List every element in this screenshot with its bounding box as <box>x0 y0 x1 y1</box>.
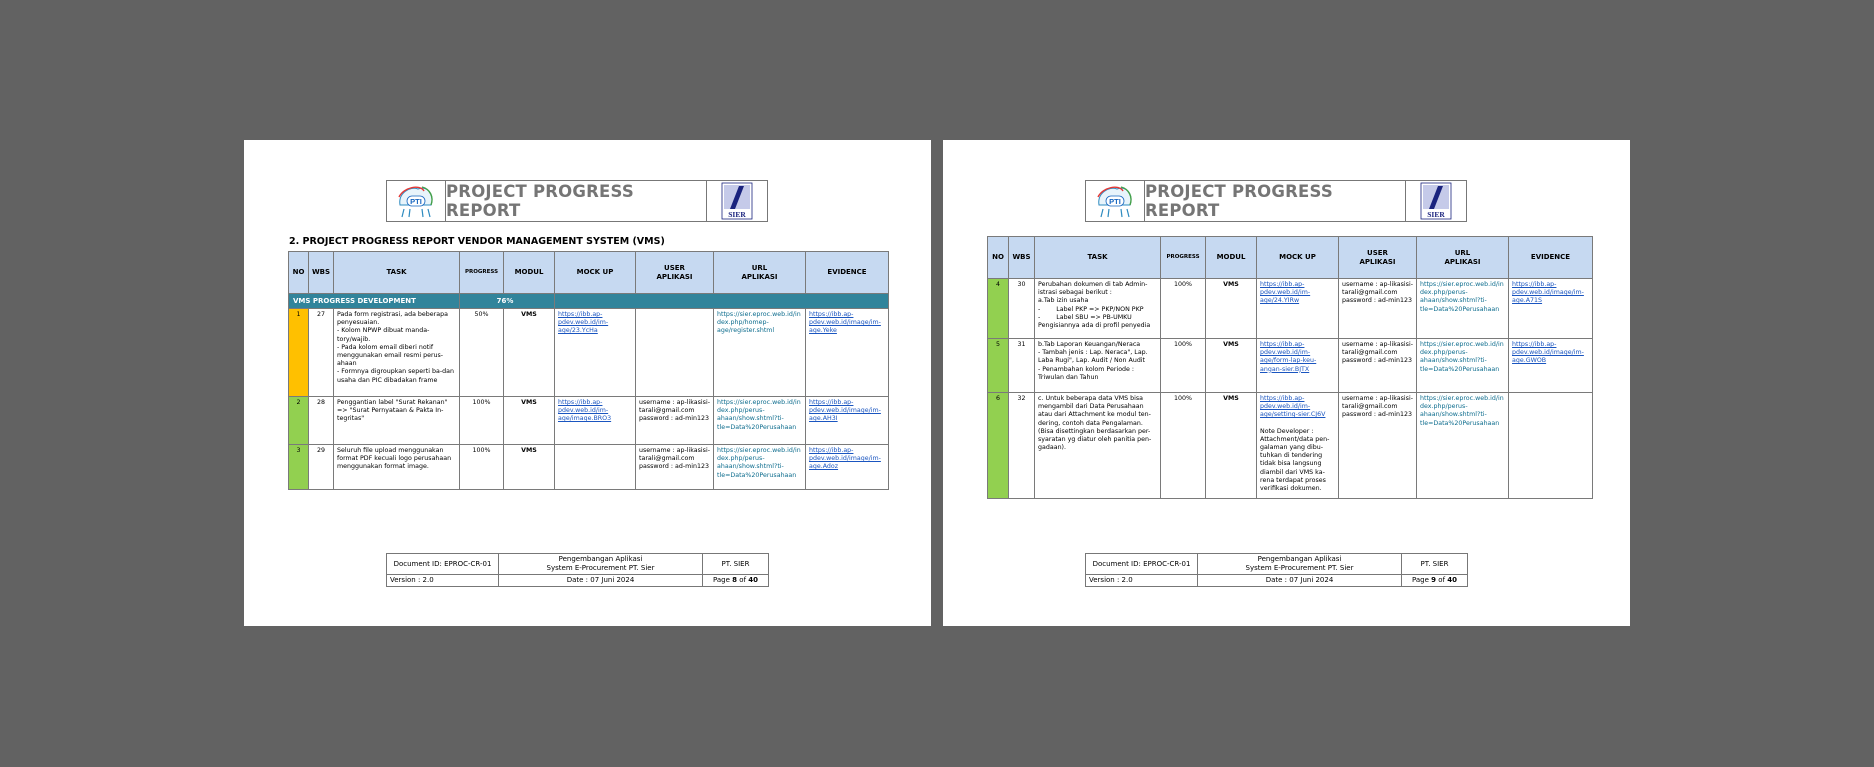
report-header <box>386 180 768 222</box>
task-line: a.Tab izin usaha <box>1038 297 1089 305</box>
group-row <box>289 294 889 309</box>
row-user: username : ap-likasisi-tarali@gmail.com password : ad-min123 <box>636 445 714 490</box>
col-header-progress: PROGRESS <box>1161 237 1206 279</box>
sier-logo-text: SIER <box>728 210 746 219</box>
row-evidence-cell <box>806 397 889 445</box>
col-header-modul: MODUL <box>1206 237 1257 279</box>
col-header-user-line2: APLIKASI <box>656 272 693 281</box>
mockup-link[interactable]: https://ibb.ap-pdev.web.id/im-age/setting-sier.CJ6V <box>1260 395 1326 419</box>
footer-date: Date : 07 Juni 2024 <box>499 575 703 587</box>
col-header-url-line1: URL <box>751 263 768 272</box>
row-no: 2 <box>289 397 309 445</box>
row-progress: 100% <box>1161 279 1206 339</box>
row-mockup-cell <box>1257 279 1339 339</box>
table-row <box>988 393 1593 499</box>
evidence-link[interactable]: https://ibb.ap-pdev.web.id/image/im-age.AH3I <box>809 399 881 423</box>
progress-table <box>987 236 1593 499</box>
row-evidence-cell <box>1509 393 1593 499</box>
evidence-link[interactable]: https://ibb.ap-pdev.web.id/image/im-age.A71S <box>1512 281 1584 305</box>
group-filler <box>555 294 889 309</box>
progress-table <box>288 251 889 490</box>
row-url: https://sier.eproc.web.id/index.php/perus-ahaan/show.shtml?ti-tle=Data%20Perusahaan <box>1417 393 1509 499</box>
task-line: - Pada kolom email diberi notif menggunakan email resmi perus-ahaan <box>337 343 444 368</box>
row-modul: VMS <box>504 445 555 490</box>
footer-project-line2: System E-Procurement PT. Sier <box>1245 564 1354 572</box>
report-title: PROJECT PROGRESS REPORT <box>1145 182 1333 220</box>
row-modul: VMS <box>1206 393 1257 499</box>
task-line: - Kolom NPWP dibuat manda-tory/wajib. <box>337 327 430 343</box>
footer-version: Version : 2.0 <box>1086 575 1198 587</box>
row-evidence-cell <box>806 309 889 397</box>
row-user: username : ap-likasisi-tarali@gmail.com password : ad-min123 <box>1339 339 1417 393</box>
task-line: - Penambahan kolom Periode : Triwulan dan Tahun <box>1038 365 1135 381</box>
footer-project-line1: Pengembangan Aplikasi <box>558 555 643 563</box>
col-header-modul: MODUL <box>504 252 555 294</box>
row-progress: 100% <box>1161 339 1206 393</box>
sier-logo-text: SIER <box>1427 210 1445 219</box>
row-evidence-cell <box>1509 339 1593 393</box>
row-wbs: 31 <box>1009 339 1035 393</box>
row-url: https://sier.eproc.web.id/index.php/perus-ahaan/show.shtml?ti-tle=Data%20Perusahaan <box>1417 279 1509 339</box>
row-mockup-cell <box>1257 393 1339 499</box>
task-line: b.Tab Laporan Keuangan/Neraca <box>1038 341 1141 348</box>
row-wbs: 32 <box>1009 393 1035 499</box>
footer-page-number <box>703 575 769 587</box>
pti-logo-text: PTI <box>410 197 422 206</box>
row-progress: 100% <box>1161 393 1206 499</box>
row-evidence-cell <box>1509 279 1593 339</box>
col-header-evidence: EVIDENCE <box>1509 237 1593 279</box>
row-url: https://sier.eproc.web.id/index.php/perus-ahaan/show.shtml?ti-tle=Data%20Perusahaan <box>714 445 806 490</box>
col-header-user-aplikasi <box>1339 237 1417 279</box>
row-modul: VMS <box>504 397 555 445</box>
sier-logo <box>1405 181 1466 221</box>
col-header-user-line1: USER <box>1367 248 1388 257</box>
table-header-row <box>289 252 889 294</box>
footer-page-number <box>1402 575 1468 587</box>
col-header-user-aplikasi <box>636 252 714 294</box>
row-wbs: 29 <box>309 445 334 490</box>
footer-page-prefix: Page <box>712 576 730 584</box>
mockup-link[interactable]: https://ibb.ap-pdev.web.id/im-age/image.BRO3 <box>558 399 612 423</box>
developer-note: Note Developer : Attachment/data pen-galaman yang dibu-tuhkan di tendering tidak bisa langsung diambil dari VMS ka-rena terdapat proses verifikasi dokumen. <box>1260 427 1330 493</box>
row-task <box>1035 393 1161 499</box>
row-progress: 100% <box>460 397 504 445</box>
mockup-link[interactable]: https://ibb.ap-pdev.web.id/im-age/24.YIRw <box>1260 281 1311 305</box>
document-page-9 <box>943 140 1630 626</box>
task-line: c. Untuk beberapa data VMS bisa mengambil dari Data Perusahaan atau dari Attachment ke modul ten-dering, contoh data Pengalaman. (Bisa disettingkan berdasarkan per-syaratan yg diatur oleh panitia pen-gadaan). <box>1038 395 1152 452</box>
table-row <box>289 309 889 397</box>
pti-logo <box>387 181 446 221</box>
footer-doc-id: Document ID: EPROC-CR-01 <box>387 554 499 575</box>
row-no: 5 <box>988 339 1009 393</box>
table-row <box>289 445 889 490</box>
col-header-user-line1: USER <box>664 263 685 272</box>
evidence-link[interactable]: https://ibb.ap-pdev.web.id/image/im-age.Yeke <box>809 311 881 335</box>
col-header-url-line2: APLIKASI <box>1444 257 1481 266</box>
evidence-link[interactable]: https://ibb.ap-pdev.web.id/image/im-age.GWOB <box>1512 341 1584 365</box>
footer-date: Date : 07 Juni 2024 <box>1198 575 1402 587</box>
table-header-row <box>988 237 1593 279</box>
col-header-mockup: MOCK UP <box>555 252 636 294</box>
table-row <box>988 339 1593 393</box>
report-title: PROJECT PROGRESS REPORT <box>446 182 634 220</box>
row-mockup-cell <box>555 445 636 490</box>
page-footer <box>386 553 769 587</box>
task-line: Perubahan dokumen di tab Admin-istrasi sebagai berikut : <box>1038 281 1148 297</box>
mockup-link[interactable]: https://ibb.ap-pdev.web.id/im-age/form-lap-keu-angan-sier.BJTX <box>1260 341 1317 373</box>
footer-company: PT. SIER <box>703 554 769 575</box>
page-footer <box>1085 553 1468 587</box>
row-no: 4 <box>988 279 1009 339</box>
row-mockup-cell <box>555 397 636 445</box>
sier-logo <box>706 181 767 221</box>
footer-page-prefix: Page <box>1411 576 1429 584</box>
row-task <box>1035 279 1161 339</box>
row-task <box>334 309 460 397</box>
footer-page-of: of <box>1438 576 1446 584</box>
footer-project-line2: System E-Procurement PT. Sier <box>546 564 655 572</box>
col-header-url-aplikasi <box>714 252 806 294</box>
row-user: username : ap-likasisi-tarali@gmail.com password : ad-min123 <box>636 397 714 445</box>
task-line: - Tambah jenis : Lap. Neraca", Lap. Laba Rugi", Lap. Audit / Non Audit <box>1038 349 1148 365</box>
footer-doc-id: Document ID: EPROC-CR-01 <box>1086 554 1198 575</box>
row-wbs: 28 <box>309 397 334 445</box>
footer-page-num: 9 <box>1431 576 1437 584</box>
task-line: - Formnya digroupkan seperti ba-dan usaha dan PIC dibadakan frame <box>337 368 454 384</box>
row-wbs: 27 <box>309 309 334 397</box>
col-header-url-aplikasi <box>1417 237 1509 279</box>
col-header-no: NO <box>988 237 1009 279</box>
group-label: VMS PROGRESS DEVELOPMENT <box>289 294 460 309</box>
task-line: Pada form registrasi, ada beberapa penyesuaian. <box>337 311 448 327</box>
row-task <box>334 445 460 490</box>
row-user: username : ap-likasisi-tarali@gmail.com password : ad-min123 <box>1339 393 1417 499</box>
row-no: 6 <box>988 393 1009 499</box>
col-header-task: TASK <box>1035 237 1161 279</box>
table-row <box>289 397 889 445</box>
col-header-url-line1: URL <box>1454 248 1471 257</box>
document-page-8 <box>244 140 931 626</box>
col-header-task: TASK <box>334 252 460 294</box>
row-mockup-cell <box>1257 339 1339 393</box>
report-header <box>1085 180 1467 222</box>
row-no: 3 <box>289 445 309 490</box>
col-header-evidence: EVIDENCE <box>806 252 889 294</box>
col-header-mockup: MOCK UP <box>1257 237 1339 279</box>
footer-company: PT. SIER <box>1402 554 1468 575</box>
task-line: - Label SBU => PB-UMKU <box>1038 313 1132 321</box>
row-modul: VMS <box>1206 339 1257 393</box>
row-user: username : ap-likasisi-tarali@gmail.com password : ad-min123 <box>1339 279 1417 339</box>
section-title: 2. PROJECT PROGRESS REPORT VENDOR MANAGEMENT SYSTEM (VMS) <box>289 236 665 247</box>
row-url: https://sier.eproc.web.id/index.php/perus-ahaan/show.shtml?ti-tle=Data%20Perusahaan <box>1417 339 1509 393</box>
task-line: - Label PKP => PKP/NON PKP <box>1038 305 1144 313</box>
col-header-no: NO <box>289 252 309 294</box>
row-task <box>1035 339 1161 393</box>
row-task <box>334 397 460 445</box>
col-header-wbs: WBS <box>309 252 334 294</box>
row-no: 1 <box>289 309 309 397</box>
row-wbs: 30 <box>1009 279 1035 339</box>
row-progress: 50% <box>460 309 504 397</box>
pti-logo-text: PTI <box>1109 197 1121 206</box>
footer-page-num: 8 <box>732 576 738 584</box>
row-mockup-cell <box>555 309 636 397</box>
task-line: Seluruh file upload menggunakan format PDF kecuali logo perusahaan menggunakan format image. <box>337 447 452 471</box>
row-progress: 100% <box>460 445 504 490</box>
pti-logo <box>1086 181 1145 221</box>
footer-version: Version : 2.0 <box>387 575 499 587</box>
row-modul: VMS <box>504 309 555 397</box>
evidence-link[interactable]: https://ibb.ap-pdev.web.id/image/im-age.Adoz <box>809 447 881 471</box>
table-row <box>988 279 1593 339</box>
row-evidence-cell <box>806 445 889 490</box>
row-user <box>636 309 714 397</box>
task-line: Pengisiannya ada di profil penyedia <box>1038 322 1151 330</box>
col-header-url-line2: APLIKASI <box>741 272 778 281</box>
footer-project <box>499 554 703 575</box>
col-header-wbs: WBS <box>1009 237 1035 279</box>
row-url: https://sier.eproc.web.id/index.php/perus-ahaan/show.shtml?ti-tle=Data%20Perusahaan <box>714 397 806 445</box>
task-line: Penggantian label "Surat Rekanan" => "Surat Pernyataan & Pakta In-tegritas" <box>337 399 448 423</box>
group-progress: 76% <box>460 294 555 309</box>
footer-page-total: 40 <box>1447 576 1458 584</box>
footer-page-of: of <box>739 576 747 584</box>
col-header-user-line2: APLIKASI <box>1359 257 1396 266</box>
footer-project <box>1198 554 1402 575</box>
col-header-progress: PROGRESS <box>460 252 504 294</box>
row-modul: VMS <box>1206 279 1257 339</box>
footer-project-line1: Pengembangan Aplikasi <box>1257 555 1342 563</box>
footer-page-total: 40 <box>748 576 759 584</box>
row-url: https://sier.eproc.web.id/index.php/homep-age/register.shtml <box>714 309 806 397</box>
mockup-link[interactable]: https://ibb.ap-pdev.web.id/im-age/23.YcHa <box>558 311 609 335</box>
